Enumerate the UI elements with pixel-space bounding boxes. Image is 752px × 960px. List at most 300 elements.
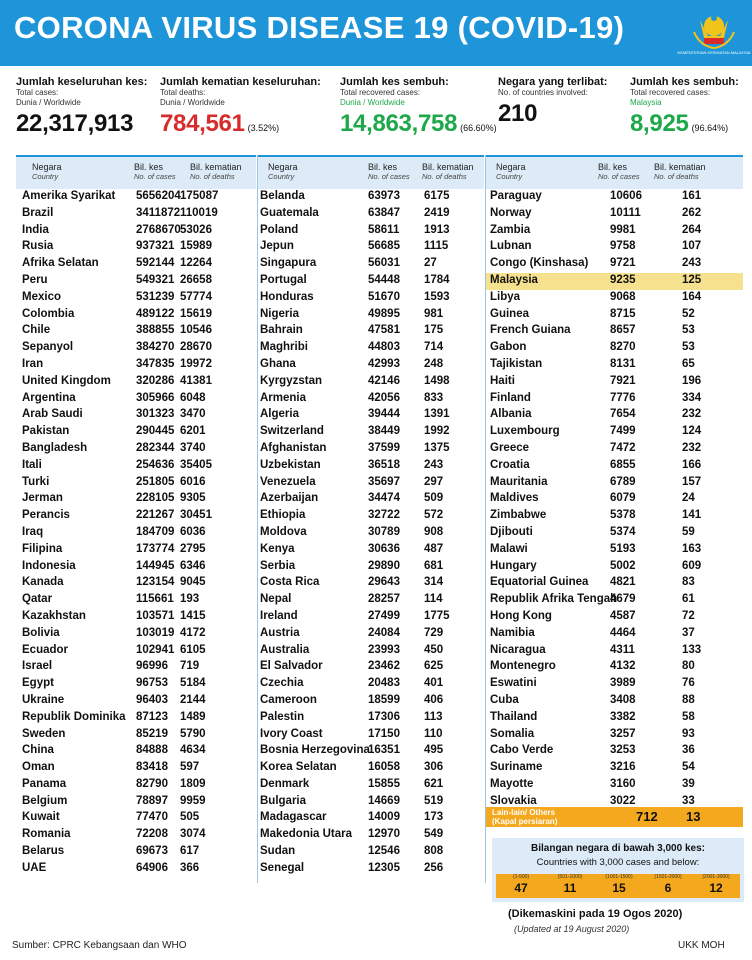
table-row [258,626,484,643]
table-row [16,592,256,609]
table-header: Negara Country Bil. kes No. of cases Bil. kematian No. of deaths [16,155,256,189]
country-name: Gabon [490,341,527,354]
stat-sub: Dunia / Worldwide [16,98,81,107]
country-name: Pakistan [22,425,70,438]
table-row [16,407,256,424]
table-row [16,508,256,525]
case-count: 82790 [136,777,168,790]
table-row [16,777,256,794]
stat-value: 210 [498,100,538,127]
case-count: 5193 [610,542,636,555]
case-count: 4464 [610,626,636,639]
case-count: 8715 [610,307,636,320]
table-row [258,189,484,206]
case-count: 78897 [136,794,168,807]
country-name: Mauritania [490,475,548,488]
table-row [486,575,743,592]
death-count: 297 [424,475,444,488]
table-row [16,189,256,206]
case-count: 3216 [610,761,636,774]
country-name: Qatar [22,593,53,606]
case-count: 7499 [610,425,636,438]
death-count: 505 [180,811,200,824]
death-count: 617 [180,845,200,858]
death-count: 166 [682,458,702,471]
stat-sub: Dunia / Worldwide [340,98,405,107]
death-count: 334 [682,391,702,404]
table-row [258,777,484,794]
table-row [486,609,743,626]
table-row [258,441,484,458]
table-row [258,475,484,492]
country-name: Sweden [22,727,66,740]
country-name: Hong Kong [490,609,552,622]
table-row [16,475,256,492]
country-name: Afrika Selatan [22,257,99,270]
country-name: Belgium [22,794,68,807]
bin-1-500: (1-500) 47 [496,874,546,898]
stat-title: Jumlah keseluruhan kes: [16,76,148,88]
case-count: 54448 [368,273,400,286]
case-count: 28257 [368,593,400,606]
death-count: 1593 [424,290,450,303]
death-count: 4172 [180,626,206,639]
stat-sub: Dunia / Worldwide [160,98,225,107]
death-count: 196 [682,374,702,387]
country-name: Indonesia [22,559,76,572]
page-title: CORONA VIRUS DISEASE 19 (COVID-19) [14,10,625,45]
death-count: 519 [424,794,444,807]
case-count: 64906 [136,861,168,874]
death-count: 6048 [180,391,206,404]
country-name: Moldova [260,525,307,538]
bin-501-1000: (501-1000) 11 [545,874,595,898]
death-count: 597 [180,761,200,774]
table-row [258,743,484,760]
country-name: Albania [490,408,532,421]
case-count: 8270 [610,341,636,354]
country-name: Republik Dominika [22,710,126,723]
small-countries-box [492,838,744,902]
case-count: 37599 [368,441,400,454]
country-name: French Guiana [490,324,571,337]
country-name: Afghanistan [260,441,327,454]
country-name: Bosnia Herzegovina [260,744,370,757]
table-row [486,727,743,744]
death-count: 9305 [180,492,206,505]
case-count: 3408 [610,693,636,706]
death-count: 621 [424,777,444,790]
death-count: 72 [682,609,695,622]
case-count: 63847 [368,206,400,219]
case-count: 5378 [610,509,636,522]
table-row [486,424,743,441]
table-row [258,374,484,391]
stat-title: Jumlah kes sembuh: [340,76,449,88]
death-count: 9959 [180,794,206,807]
case-count: 29890 [368,559,400,572]
table-row [16,374,256,391]
country-name: Tajikistan [490,357,543,370]
country-name: Korea Selatan [260,761,337,774]
table-row [16,256,256,273]
death-count: 1375 [424,441,450,454]
country-name: Zambia [490,223,531,236]
case-count: 17150 [368,727,400,740]
table-row [486,592,743,609]
death-count: 6036 [180,525,206,538]
case-count: 30789 [368,525,400,538]
death-count: 173 [424,811,444,824]
case-count: 184709 [136,525,175,538]
country-name: Mayotte [490,777,534,790]
case-count: 7472 [610,441,636,454]
case-count: 38449 [368,425,400,438]
death-count: 9045 [180,576,206,589]
case-count: 56685 [368,240,400,253]
country-name: Namibia [490,626,535,639]
case-count: 36518 [368,458,400,471]
death-count: 12264 [180,257,212,270]
stat-title: Jumlah kes sembuh: [630,76,739,88]
death-count: 114 [424,593,443,606]
country-name: Lubnan [490,240,532,253]
table-row [486,273,743,290]
country-name: Nepal [260,593,292,606]
table-row [16,340,256,357]
table-row [258,508,484,525]
case-count: 301323 [136,408,175,421]
case-count: 72208 [136,828,168,841]
country-name: Djibouti [490,525,533,538]
country-name: Ecuador [22,643,69,656]
country-name: Guinea [490,307,529,320]
table-row [16,391,256,408]
country-name: Venezuela [260,475,316,488]
table-row [258,861,484,878]
table-row [16,693,256,710]
death-count: 1913 [424,223,450,236]
others-cases: 712 [636,809,658,824]
stat-total-deaths [160,76,321,138]
death-count: 65 [682,357,695,370]
table-row [258,676,484,693]
death-count: 161 [682,190,702,202]
case-count: 3989 [610,677,636,690]
country-name: Israel [22,660,53,673]
country-name: United Kingdom [22,374,111,387]
case-count: 63973 [368,190,400,202]
case-count: 3022 [610,794,636,807]
updated-date-en: (Updated at 19 August 2020) [514,924,630,934]
death-count: 30451 [180,509,212,522]
table-row [16,643,256,660]
table-header: Negara Country Bil. kes No. of cases Bil. kematian No. of deaths [258,155,484,189]
table-row [486,743,743,760]
country-name: Senegal [260,861,305,874]
case-count: 42993 [368,357,400,370]
case-count: 96753 [136,677,168,690]
case-count: 30636 [368,542,400,555]
death-count: 808 [424,845,444,858]
table-row [16,844,256,861]
death-count: 1498 [424,374,450,387]
table-row [486,525,743,542]
table-row [258,323,484,340]
case-count: 4587 [610,609,636,622]
table-row [486,475,743,492]
case-count: 14009 [368,811,400,824]
table-row [16,323,256,340]
case-count: 347835 [136,357,175,370]
table-row [16,676,256,693]
table-row [16,273,256,290]
table-row [486,340,743,357]
country-name: Kyrgyzstan [260,374,322,387]
table-row [16,827,256,844]
case-count: 388855 [136,324,175,337]
case-count: 12546 [368,845,400,858]
table-row [258,810,484,827]
case-count: 9758 [610,240,636,253]
table-row [486,559,743,576]
table-row [258,827,484,844]
small-countries-title: Bilangan negara di bawah 3,000 kes: [531,843,705,854]
death-count: 163 [682,542,702,555]
case-count: 305966 [136,391,175,404]
table-row [16,525,256,542]
table-row [486,223,743,240]
case-count: 7654 [610,408,636,421]
table-row [486,760,743,777]
stat-value: 784,561 (3.52%) [160,110,280,137]
case-count: 27499 [368,609,400,622]
death-count: 6175 [424,190,450,202]
table-row [258,357,484,374]
death-count: 1992 [424,425,450,438]
country-name: Serbia [260,559,296,572]
country-name: Kenya [260,542,295,555]
country-name: Eswatini [490,677,537,690]
case-count: 7921 [610,374,636,387]
case-count: 254636 [136,458,175,471]
small-countries-subtitle: Countries with 3,000 cases and below: [536,857,700,868]
case-count: 24084 [368,626,400,639]
emblem-caption: KEMENTERIAN KESIHATAN MALAYSIA [677,50,751,55]
death-count: 243 [682,257,702,270]
case-count: 10111 [610,206,641,219]
death-count: 35405 [180,458,212,471]
case-count: 14669 [368,794,400,807]
country-name: Suriname [490,761,543,774]
table-row [258,307,484,324]
updated-date-ms: (Dikemaskini pada 19 Ogos 2020) [508,908,683,920]
stat-sub: Total cases: [16,88,59,97]
table-row [16,290,256,307]
country-name: Armenia [260,391,307,404]
death-count: 681 [424,559,444,572]
case-count: 7776 [610,391,636,404]
country-name: Uzbekistan [260,458,321,471]
table-row [16,794,256,811]
case-count: 5374 [610,525,636,538]
death-count: 3074 [180,828,206,841]
case-count: 58611 [368,223,400,236]
table-row [486,290,743,307]
country-name: Singapura [260,257,317,270]
country-name: Malawi [490,542,528,555]
credit-note: UKK MOH [678,940,725,951]
death-count: 264 [682,223,702,236]
country-name: Ivory Coast [260,727,323,740]
death-count: 124 [682,425,702,438]
stat-sub: Total deaths: [160,88,206,97]
death-count: 625 [424,660,444,673]
death-count: 39 [682,777,695,790]
table-row [486,307,743,324]
country-name: Bulgaria [260,794,307,807]
death-count: 981 [424,307,444,320]
country-name: Sudan [260,845,296,858]
country-name: Libya [490,290,521,303]
table-row [486,441,743,458]
death-count: 53026 [180,223,212,236]
table-row [258,542,484,559]
death-count: 1775 [424,609,450,622]
death-count: 80 [682,660,695,673]
case-count: 12305 [368,861,400,874]
table-row [258,407,484,424]
header-banner [0,0,752,66]
country-name: Austria [260,626,300,639]
death-count: 450 [424,643,444,656]
country-name: Jerman [22,492,63,505]
death-count: 93 [682,727,695,740]
table-row [258,273,484,290]
table-row [258,223,484,240]
table-row [258,575,484,592]
country-name: Perancis [22,509,70,522]
death-count: 19972 [180,357,212,370]
case-count: 103019 [136,626,175,639]
country-name: Argentina [22,391,76,404]
case-count: 221267 [136,509,175,522]
case-count: 47581 [368,324,400,337]
country-name: Ukraine [22,693,65,706]
table-row [258,458,484,475]
country-name: Croatia [490,458,530,471]
country-name: Brazil [22,206,54,219]
death-count: 314 [424,576,444,589]
country-name: Sepanyol [22,341,74,354]
death-count: 1809 [180,777,206,790]
table-row [16,760,256,777]
table-row [486,626,743,643]
stat-sub: No. of countries involved: [498,88,588,97]
country-name: Luxembourg [490,425,560,438]
case-count: 12970 [368,828,400,841]
death-count: 549 [424,828,444,841]
stat-value: 8,925 (96.64%) [630,110,729,137]
country-name: Haiti [490,374,515,387]
country-name: Itali [22,458,42,471]
death-count: 1391 [424,408,450,421]
case-count: 3160 [610,777,636,790]
table-row [16,710,256,727]
country-name: Madagascar [260,811,327,824]
case-count: 18599 [368,693,400,706]
table-row [258,424,484,441]
table-row [486,542,743,559]
table-row [16,659,256,676]
country-name: Switzerland [260,425,324,438]
country-name: Ghana [260,357,296,370]
death-count: 37 [682,626,695,639]
death-count: 719 [180,660,200,673]
table-row [258,727,484,744]
table-row [486,357,743,374]
country-name: Chile [22,324,51,337]
case-count: 489122 [136,307,175,320]
case-count: 115661 [136,593,174,606]
death-count: 53 [682,324,695,337]
case-count: 3382 [610,710,636,723]
table-row [258,239,484,256]
case-count: 8131 [610,357,636,370]
case-count: 77470 [136,811,168,824]
country-name: India [22,223,49,236]
country-name: Denmark [260,777,310,790]
death-count: 110019 [180,206,218,219]
table-row [16,491,256,508]
case-count: 592144 [136,257,175,270]
country-name: Australia [260,643,310,656]
table-row [258,391,484,408]
country-name: Nicaragua [490,643,546,656]
death-count: 1784 [424,273,450,286]
stat-recovered-malaysia [630,76,739,138]
table-row [486,458,743,475]
table-row [258,710,484,727]
table-row [16,206,256,223]
country-table-column-1 [16,155,256,878]
case-count: 4311 [610,643,635,656]
case-count: 87123 [136,710,168,723]
country-name: China [22,744,54,757]
bin-1001-1500: (1001-1500) 15 [594,874,644,898]
country-name: Palestin [260,710,305,723]
death-count: 2419 [424,206,450,219]
table-row [16,357,256,374]
table-body [486,189,743,810]
death-count: 15989 [180,240,212,253]
country-name: Filipina [22,542,63,555]
country-name: Kuwait [22,811,60,824]
case-count: 320286 [136,374,175,387]
country-name: Zimbabwe [490,509,547,522]
stat-title: Negara yang terlibat: [498,76,608,88]
death-count: 36 [682,744,695,757]
table-row [486,374,743,391]
country-name: Congo (Kinshasa) [490,257,589,270]
death-count: 509 [424,492,444,505]
country-name: Maghribi [260,341,308,354]
country-name: Cabo Verde [490,744,554,757]
case-count: 144945 [136,559,175,572]
country-name: Kazakhstan [22,609,86,622]
death-count: 125 [682,273,702,286]
table-body [16,189,256,878]
